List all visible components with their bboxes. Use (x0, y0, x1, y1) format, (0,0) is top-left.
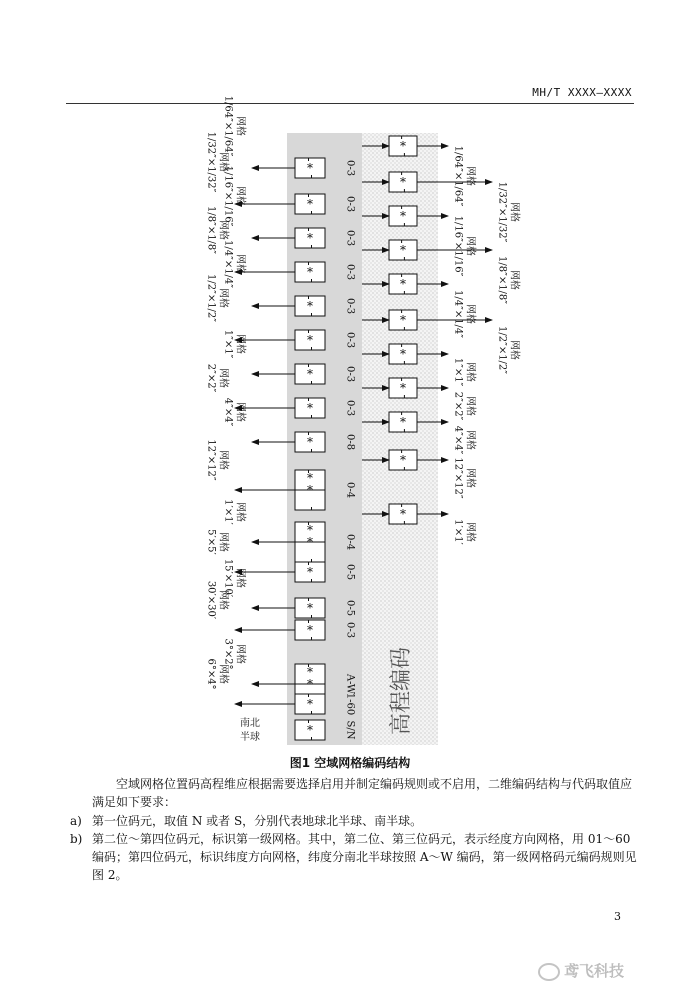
grid-size-text: 2″×2″ (205, 363, 217, 393)
grid-word-text: 网格 (217, 590, 229, 610)
grid-cell-box (295, 694, 325, 714)
grid-size-text: 1/4″×1/4″ (222, 239, 234, 289)
grid-size-text: 6°×4° (205, 658, 217, 690)
grid-size-text: 1′×1′ (222, 499, 234, 525)
cell-symbol: * (307, 665, 313, 679)
grid-size-label (206, 529, 231, 555)
hemisphere-char: 南 (240, 718, 250, 729)
cell-symbol: * (307, 265, 313, 279)
grid-cell-box (295, 228, 325, 248)
grid-size-label (453, 519, 478, 545)
grid-word-text: 网格 (217, 152, 229, 172)
grid-size-label (453, 392, 478, 421)
weibo-icon (538, 963, 560, 981)
list-item-a (70, 812, 638, 830)
list-item-a-label: a) (70, 814, 82, 828)
grid-cell-box (389, 450, 417, 470)
cell-symbol: * (400, 347, 406, 361)
grid-word-text: 网格 (217, 664, 229, 684)
cell-symbol: * (307, 435, 313, 449)
grid-cell-box (389, 504, 417, 524)
cell-symbol: * (400, 243, 406, 257)
grid-word-text: 网格 (464, 362, 476, 382)
grid-size-label (453, 146, 478, 207)
grid-word-text: 网格 (464, 166, 476, 186)
code-range-text: A-W (344, 673, 356, 695)
grid-size-text: 1/32″×1/32″ (496, 181, 508, 243)
grid-cell-box (389, 240, 417, 260)
grid-size-text: 1′×1′ (452, 519, 464, 545)
cell-symbol: * (307, 565, 313, 579)
grid-size-label (223, 166, 248, 227)
grid-word-text: 网格 (234, 644, 246, 664)
grid-word-text: 网格 (217, 220, 229, 240)
cell-symbol: * (307, 367, 313, 381)
code-range-text: 0-8 (344, 433, 356, 451)
grid-word-text: 网格 (508, 270, 520, 290)
grid-size-label (206, 364, 231, 393)
code-range-text: 0-3 (344, 365, 356, 383)
grid-cell-box (389, 172, 417, 192)
list-item-b-label: b) (70, 832, 83, 846)
list-item-b (70, 830, 638, 884)
code-range-text: 0-3 (344, 195, 356, 213)
cell-symbol: * (307, 601, 313, 615)
page-number: 3 (614, 910, 621, 923)
watermark-text: 鸢飞科技 (564, 962, 625, 980)
grid-size-label (453, 426, 478, 455)
cell-symbol: * (307, 333, 313, 347)
cell-symbol: * (307, 723, 313, 737)
grid-size-label (206, 439, 231, 481)
grid-word-text: 网格 (234, 254, 246, 274)
grid-cell-box (389, 412, 417, 432)
grid-size-text: 2″×2″ (452, 391, 464, 421)
cell-symbol: * (400, 209, 406, 223)
cell-symbol: * (400, 415, 406, 429)
grid-size-text: 30′×30′ (205, 580, 217, 620)
grid-size-label (453, 457, 478, 499)
cell-symbol: * (307, 677, 313, 691)
grid-size-label (497, 256, 522, 304)
cell-symbol: * (400, 453, 406, 467)
grid-cell-box (295, 330, 325, 350)
cell-symbol: * (307, 161, 313, 175)
grid-cell-box (295, 432, 325, 452)
grid-word-text: 网格 (464, 236, 476, 256)
grid-word-text: 网格 (464, 522, 476, 542)
grid-size-text: 4″×4″ (222, 397, 234, 427)
grid-size-text: 15′×10′ (222, 558, 234, 598)
code-range-text: 0-5 (344, 563, 356, 581)
cell-symbol: * (307, 623, 313, 637)
grid-size-label (223, 398, 248, 427)
grid-size-text: 5′×5′ (205, 529, 217, 555)
cell-symbol: * (400, 507, 406, 521)
grid-word-text: 网格 (464, 430, 476, 450)
code-range-text: 0-3 (344, 331, 356, 349)
body-paragraph: 空域网格位置码高程维应根据需要选择启用并制定编码规则或不启用，二维编码结构与代码取值应满足如下要求： (92, 777, 633, 809)
cell-symbol: * (307, 299, 313, 313)
grid-size-text: 1″×1″ (222, 329, 234, 359)
grid-cell-box (389, 136, 417, 156)
watermark (538, 960, 624, 981)
grid-word-text: 网格 (234, 334, 246, 354)
code-range-text: 0-3 (344, 621, 356, 639)
hemisphere-char: 北 (250, 718, 260, 729)
grid-cell-box (389, 274, 417, 294)
code-range-text: 1-60 (344, 692, 356, 716)
grid-size-text: 3°×2° (222, 638, 234, 670)
cell-symbol: * (307, 697, 313, 711)
height-band-label: 高程编码 (389, 646, 414, 735)
cell-symbol: * (400, 277, 406, 291)
grid-cell-box (295, 364, 325, 384)
code-range-text: S/N (344, 720, 356, 740)
grid-cell-box (295, 158, 325, 178)
grid-size-text: 1/2″×1/2″ (205, 273, 217, 323)
grid-word-text: 网格 (234, 186, 246, 206)
grid-size-text: 1/64″×1/64″ (452, 145, 464, 207)
grid-size-text: 1/16″×1/16″ (222, 165, 234, 227)
grid-word-text: 网格 (464, 396, 476, 416)
grid-cell-box (295, 562, 325, 582)
hemisphere-char: 半 (240, 732, 250, 743)
cell-symbol: * (307, 231, 313, 245)
grid-size-text: 1/32″×1/32″ (205, 131, 217, 193)
cell-symbol: * (400, 139, 406, 153)
code-range-text: 0-3 (344, 263, 356, 281)
grid-cell-box (389, 310, 417, 330)
grid-size-label (453, 358, 478, 387)
grid-size-label (497, 326, 522, 374)
grid-cell-box (295, 720, 325, 740)
code-range-text: 0-3 (344, 297, 356, 315)
cell-symbol: * (400, 313, 406, 327)
grid-size-text: 12″×12″ (452, 457, 464, 499)
grid-word-text: 网格 (464, 468, 476, 488)
grid-cell-box (389, 378, 417, 398)
grid-size-label (453, 216, 478, 277)
grid-cell-box (389, 206, 417, 226)
code-range-text: 0-3 (344, 399, 356, 417)
figure-caption: 图1 空域网格编码结构 (289, 756, 411, 770)
cell-symbol: * (307, 197, 313, 211)
cell-symbol: * (307, 401, 313, 415)
grid-size-label (223, 240, 248, 288)
code-range-text: 0-4 (344, 533, 356, 551)
grid-size-text: 1/2″×1/2″ (496, 325, 508, 375)
grid-size-label (206, 658, 231, 689)
grid-cell-box (389, 344, 417, 364)
left-grid-row (295, 720, 356, 740)
grid-size-text: 1″×1″ (452, 357, 464, 387)
grid-cell-box (295, 598, 325, 618)
grid-size-text: 12″×12″ (205, 439, 217, 481)
grid-size-label (497, 182, 522, 243)
code-range-text: 0-5 (344, 599, 356, 617)
grid-size-label (223, 499, 248, 525)
grid-size-text: 1/8″×1/8″ (205, 205, 217, 255)
cell-symbol: * (400, 381, 406, 395)
cell-symbol: * (307, 471, 313, 485)
grid-word-text: 网格 (234, 116, 246, 136)
grid-cell-box (295, 296, 325, 316)
code-range-text: 0-4 (344, 481, 356, 499)
code-range-text: 0-3 (344, 229, 356, 247)
grid-size-label (453, 290, 478, 338)
grid-word-text: 网格 (234, 568, 246, 588)
grid-cell-box (295, 398, 325, 418)
hemisphere-char: 球 (250, 732, 260, 743)
grid-word-text: 网格 (217, 532, 229, 552)
grid-word-text: 网格 (508, 202, 520, 222)
cell-symbol: * (307, 523, 313, 537)
grid-size-label (223, 330, 248, 359)
grid-word-text: 网格 (217, 368, 229, 388)
cell-symbol: * (307, 535, 313, 549)
grid-size-text: 1/8″×1/8″ (496, 255, 508, 305)
hemisphere-label (240, 716, 260, 743)
grid-word-text: 网格 (234, 502, 246, 522)
grid-size-text: 1/4″×1/4″ (452, 289, 464, 339)
grid-size-text: 1/16″×1/16″ (452, 215, 464, 277)
grid-size-text: 4″×4″ (452, 425, 464, 455)
grid-word-text: 网格 (234, 402, 246, 422)
list-item-a-text: 第一位码元，取值 N 或者 S，分别代表地球北半球、南半球。 (92, 814, 423, 828)
code-range-text: 0-3 (344, 159, 356, 177)
grid-cell-box (295, 194, 325, 214)
document-code: MH/T XXXX—XXXX (532, 86, 632, 99)
grid-word-text: 网格 (464, 304, 476, 324)
grid-size-text: 1/64″×1/64″ (222, 95, 234, 157)
cell-symbol: * (400, 175, 406, 189)
cell-symbol: * (307, 483, 313, 497)
grid-cell-box (295, 262, 325, 282)
grid-size-label (223, 96, 248, 157)
list-item-b-text: 第二位～第四位码元，标识第一级网格。其中，第二位、第三位码元，表示经度方向网格，用 01～60 编码；第四位码元，标识纬度方向网格，纬度分南北半球按照 A～W 编码，第一级网格码元编码规则见图 2。 (92, 832, 637, 882)
grid-word-text: 网格 (217, 450, 229, 470)
grid-word-text: 网格 (217, 288, 229, 308)
grid-word-text: 网格 (508, 340, 520, 360)
grid-cell-box (295, 620, 325, 640)
